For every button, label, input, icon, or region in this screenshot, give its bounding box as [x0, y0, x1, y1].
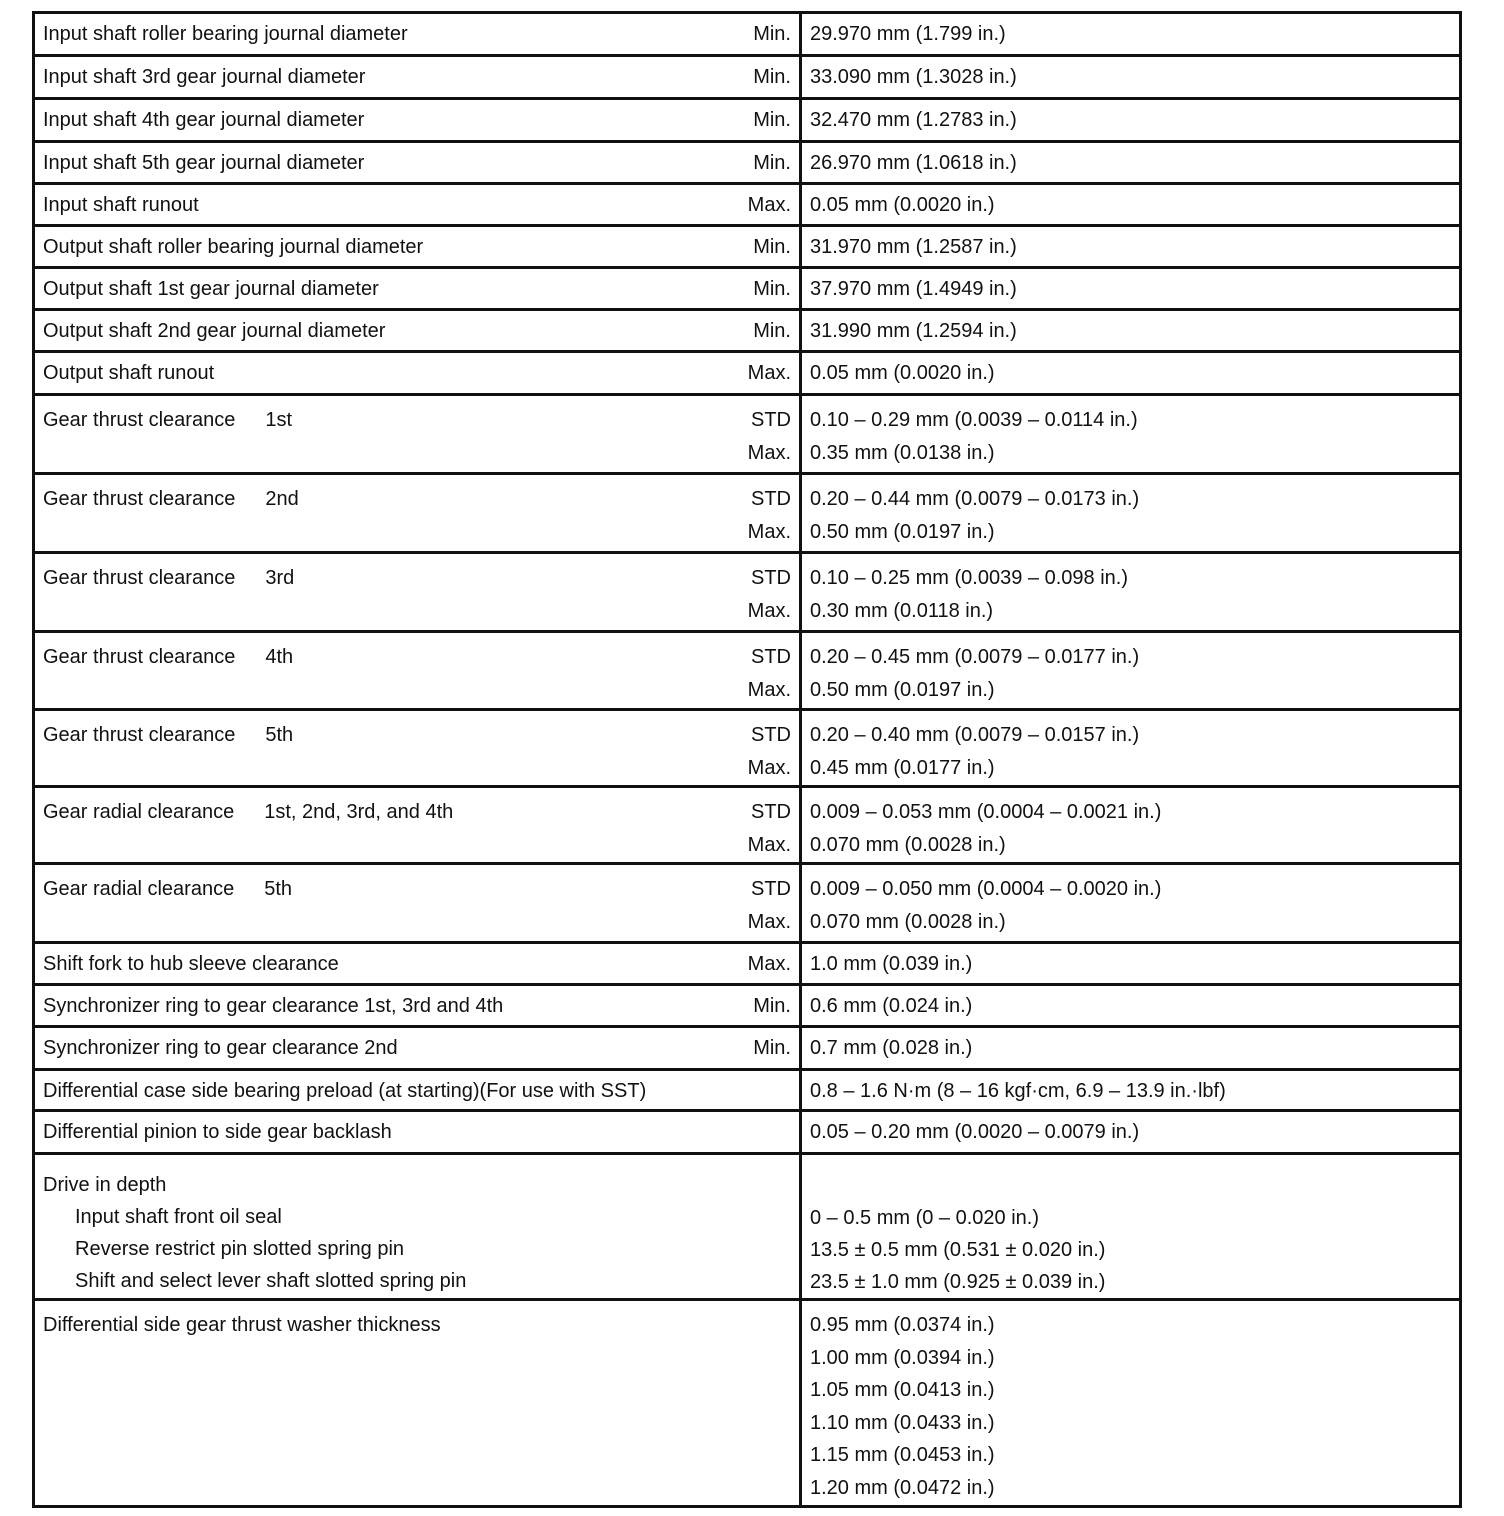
table-row: [34, 985, 1461, 1027]
qualifier-label: Max.: [747, 442, 791, 464]
table-row: [34, 864, 1461, 943]
value-cell: [801, 632, 1461, 710]
item-label: Gear thrust clearance: [43, 724, 236, 746]
table-row: [34, 1154, 1461, 1300]
table-row: [34, 787, 1461, 864]
qualifier-label: STD: [751, 567, 791, 589]
item-cell: [34, 1070, 801, 1111]
qualifier-label: Max.: [747, 521, 791, 543]
value-cell: [801, 474, 1461, 553]
qualifier-label: Min.: [753, 1037, 791, 1059]
item-label: Gear thrust clearance: [43, 488, 236, 510]
qualifier-label: Max.: [747, 362, 791, 384]
max-value: 0.50 mm (0.0197 in.): [810, 679, 995, 701]
max-value: 0.50 mm (0.0197 in.): [810, 521, 995, 543]
item-cell: [34, 310, 801, 352]
item-label: Input shaft 4th gear journal diameter: [43, 109, 365, 131]
max-value: 0.45 mm (0.0177 in.): [810, 757, 995, 779]
value-cell: [801, 864, 1461, 943]
table-row: [34, 1111, 1461, 1154]
table-row: [34, 632, 1461, 710]
qualifier-label: STD: [751, 724, 791, 746]
item-cell: [34, 1027, 801, 1070]
item-cell: [34, 226, 801, 268]
value-cell: [801, 268, 1461, 310]
item-label: Differential side gear thrust washer thickness: [43, 1314, 441, 1336]
qualifier-label: Min.: [753, 278, 791, 300]
value-cell: [801, 787, 1461, 864]
qualifier-label: Max.: [747, 953, 791, 975]
qualifier-label: Min.: [753, 152, 791, 174]
qualifier-label: Max.: [747, 679, 791, 701]
value-text: 1.10 mm (0.0433 in.): [810, 1411, 995, 1434]
value-text: 0.05 mm (0.0020 in.): [810, 194, 995, 216]
table-row: [34, 943, 1461, 985]
item-cell: [34, 985, 801, 1027]
table-row: [34, 268, 1461, 310]
item-sublabel: 2nd: [265, 488, 299, 510]
qualifier-label: Min.: [753, 23, 791, 45]
item-label: Input shaft 5th gear journal diameter: [43, 152, 365, 174]
item-label: Gear thrust clearance: [43, 409, 236, 431]
value-text: 1.05 mm (0.0413 in.): [810, 1379, 995, 1402]
table-row: [34, 310, 1461, 352]
item-sublabel: Shift and select lever shaft slotted spring pin: [75, 1270, 467, 1292]
item-cell: [34, 1300, 801, 1507]
item-label: Output shaft 2nd gear journal diameter: [43, 320, 386, 342]
std-value: 0.009 – 0.053 mm (0.0004 – 0.0021 in.): [810, 801, 1162, 823]
qualifier-label: Min.: [753, 109, 791, 131]
value-text: 31.990 mm (1.2594 in.): [810, 320, 1017, 342]
value-text: 0.95 mm (0.0374 in.): [810, 1314, 995, 1336]
item-cell: [34, 1154, 801, 1300]
table-row: [34, 13, 1461, 56]
item-sublabel: 3rd: [265, 567, 295, 589]
value-cell: [801, 1111, 1461, 1154]
qualifier-label: Max.: [747, 194, 791, 216]
item-label: Gear radial clearance: [43, 801, 235, 823]
table-row: [34, 1027, 1461, 1070]
item-sublabel: Reverse restrict pin slotted spring pin: [75, 1238, 405, 1260]
item-cell: [34, 632, 801, 710]
specification-table: [32, 11, 1462, 1508]
value-cell: [801, 352, 1461, 395]
value-cell: [801, 1070, 1461, 1111]
item-cell: [34, 13, 801, 56]
value-text: 1.20 mm (0.0472 in.): [810, 1476, 995, 1499]
qualifier-label: STD: [751, 646, 791, 668]
item-cell: [34, 553, 801, 632]
item-label: Drive in depth: [43, 1174, 167, 1196]
value-cell: [801, 142, 1461, 184]
value-text: 1.15 mm (0.0453 in.): [810, 1444, 995, 1467]
std-value: 0.009 – 0.050 mm (0.0004 – 0.0020 in.): [810, 878, 1162, 900]
item-cell: [34, 352, 801, 395]
std-value: 0.20 – 0.44 mm (0.0079 – 0.0173 in.): [810, 488, 1140, 510]
item-cell: [34, 56, 801, 99]
value-text: 32.470 mm (1.2783 in.): [810, 109, 1017, 131]
item-cell: [34, 99, 801, 142]
value-text: 29.970 mm (1.799 in.): [810, 23, 1006, 45]
item-sublabel: 1st, 2nd, 3rd, and 4th: [264, 801, 454, 823]
qualifier-label: Max.: [747, 911, 791, 933]
value-text: 1.00 mm (0.0394 in.): [810, 1346, 995, 1369]
value-text: 23.5 ± 1.0 mm (0.925 ± 0.039 in.): [810, 1271, 1106, 1293]
item-label: Gear thrust clearance: [43, 567, 236, 589]
table-row: [34, 99, 1461, 142]
max-value: 0.35 mm (0.0138 in.): [810, 442, 995, 464]
table-row: [34, 1300, 1461, 1507]
value-text: 26.970 mm (1.0618 in.): [810, 152, 1017, 174]
max-value: 0.30 mm (0.0118 in.): [810, 600, 994, 622]
qualifier-label: Min.: [753, 320, 791, 342]
value-cell: [801, 184, 1461, 226]
item-cell: [34, 943, 801, 985]
value-text: 0.05 – 0.20 mm (0.0020 – 0.0079 in.): [810, 1121, 1140, 1143]
qualifier-label: Max.: [747, 600, 791, 622]
item-cell: [34, 268, 801, 310]
item-label: Gear radial clearance: [43, 878, 235, 900]
item-label: Output shaft roller bearing journal diameter: [43, 236, 424, 258]
max-value: 0.070 mm (0.0028 in.): [810, 911, 1006, 933]
qualifier-label: STD: [751, 488, 791, 510]
value-cell: [801, 56, 1461, 99]
item-sublabel: 1st: [265, 409, 293, 431]
value-text: 0.8 – 1.6 N·m (8 – 16 kgf·cm, 6.9 – 13.9 in.·lbf): [810, 1080, 1226, 1102]
value-cell: [801, 395, 1461, 474]
value-cell: [801, 1300, 1461, 1507]
blank-line: [810, 1169, 1451, 1202]
item-cell: [34, 864, 801, 943]
item-cell: [34, 395, 801, 474]
value-text: 37.970 mm (1.4949 in.): [810, 278, 1017, 300]
item-label: Synchronizer ring to gear clearance 1st, 3rd and 4th: [43, 995, 504, 1017]
item-sublabel: 4th: [265, 646, 294, 668]
qualifier-label: STD: [751, 801, 791, 823]
value-cell: [801, 710, 1461, 787]
std-value: 0.10 – 0.25 mm (0.0039 – 0.098 in.): [810, 567, 1128, 589]
item-cell: [34, 787, 801, 864]
qualifier-label: Min.: [753, 236, 791, 258]
value-cell: [801, 226, 1461, 268]
table-row: [34, 710, 1461, 787]
qualifier-label: STD: [751, 409, 791, 431]
table-row: [34, 142, 1461, 184]
qualifier-label: Min.: [753, 995, 791, 1017]
item-cell: [34, 474, 801, 553]
value-cell: [801, 13, 1461, 56]
table-row: [34, 553, 1461, 632]
value-text: 33.090 mm (1.3028 in.): [810, 66, 1017, 88]
value-cell: [801, 99, 1461, 142]
value-cell: [801, 985, 1461, 1027]
std-value: 0.20 – 0.40 mm (0.0079 – 0.0157 in.): [810, 724, 1140, 746]
table-row: [34, 1070, 1461, 1111]
qualifier-label: STD: [751, 878, 791, 900]
item-label: Differential case side bearing preload (at starting)(For use with SST): [43, 1080, 647, 1102]
item-sublabel: 5th: [265, 724, 294, 746]
item-label: Input shaft roller bearing journal diameter: [43, 23, 408, 45]
qualifier-label: Min.: [753, 66, 791, 88]
value-cell: [801, 310, 1461, 352]
table-row: [34, 395, 1461, 474]
value-cell: [801, 943, 1461, 985]
value-text: 31.970 mm (1.2587 in.): [810, 236, 1017, 258]
item-label: Output shaft runout: [43, 362, 215, 384]
value-text: 13.5 ± 0.5 mm (0.531 ± 0.020 in.): [810, 1239, 1106, 1261]
item-sublabel: 5th: [264, 878, 293, 900]
item-label: Input shaft 3rd gear journal diameter: [43, 66, 366, 88]
value-text: 1.0 mm (0.039 in.): [810, 953, 973, 975]
item-label: Synchronizer ring to gear clearance 2nd: [43, 1037, 398, 1059]
value-cell: [801, 1154, 1461, 1300]
item-label: Differential pinion to side gear backlash: [43, 1121, 392, 1143]
item-label: Gear thrust clearance: [43, 646, 236, 668]
value-text: 0 – 0.5 mm (0 – 0.020 in.): [810, 1207, 1040, 1229]
item-sublabel: Input shaft front oil seal: [75, 1206, 282, 1228]
item-label: Output shaft 1st gear journal diameter: [43, 278, 379, 300]
item-cell: [34, 184, 801, 226]
value-text: 0.05 mm (0.0020 in.): [810, 362, 995, 384]
item-cell: [34, 710, 801, 787]
value-cell: [801, 1027, 1461, 1070]
table-row: [34, 226, 1461, 268]
item-label: Input shaft runout: [43, 194, 199, 216]
table-row: [34, 56, 1461, 99]
table-row: [34, 184, 1461, 226]
value-cell: [801, 553, 1461, 632]
max-value: 0.070 mm (0.0028 in.): [810, 834, 1006, 856]
std-value: 0.20 – 0.45 mm (0.0079 – 0.0177 in.): [810, 646, 1140, 668]
item-label: Shift fork to hub sleeve clearance: [43, 953, 339, 975]
item-cell: [34, 1111, 801, 1154]
item-cell: [34, 142, 801, 184]
table-row: [34, 474, 1461, 553]
qualifier-label: Max.: [747, 757, 791, 779]
table-row: [34, 352, 1461, 395]
value-text: 0.6 mm (0.024 in.): [810, 995, 973, 1017]
qualifier-label: Max.: [747, 834, 791, 856]
value-text: 0.7 mm (0.028 in.): [810, 1037, 973, 1059]
std-value: 0.10 – 0.29 mm (0.0039 – 0.0114 in.): [810, 409, 1138, 431]
